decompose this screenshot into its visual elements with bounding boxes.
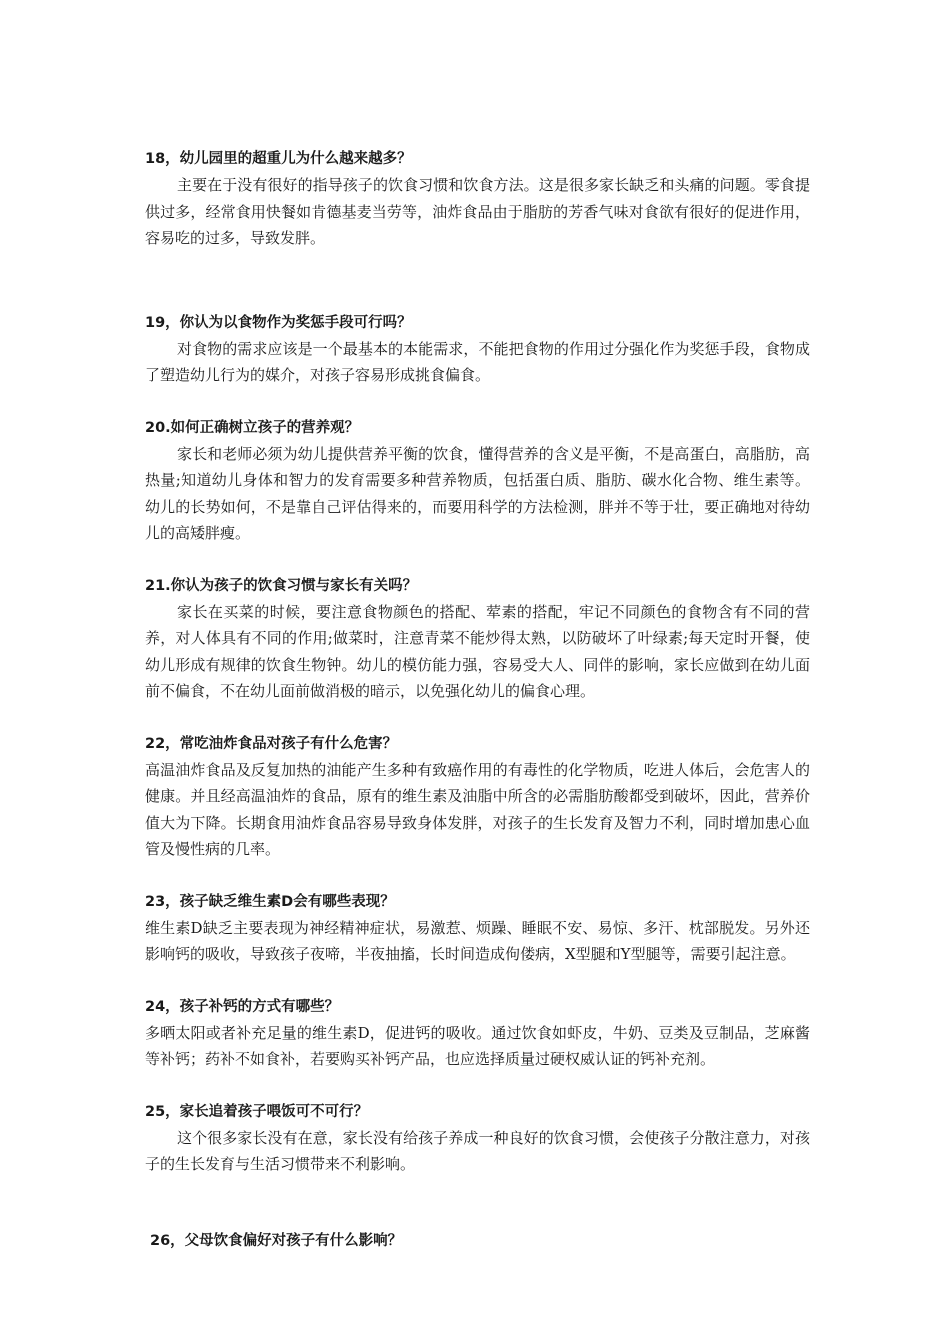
qa-item-19 — [145, 310, 810, 389]
qa-item-26 — [145, 1228, 810, 1254]
qa-item-24 — [145, 994, 810, 1073]
qa-item-20 — [145, 415, 810, 547]
qa-item-18 — [145, 146, 810, 252]
qa-item-22 — [145, 731, 810, 863]
question-heading: 21.你认为孩子的饮食习惯与家长有关吗？ — [145, 577, 418, 594]
answer-paragraph: 这个很多家长没有在意，家长没有给孩子养成一种良好的饮食习惯，会使孩子分散注意力，对孩子的生长发育与生活习惯带来不利影响。 — [145, 1128, 810, 1173]
qa-item-21 — [145, 573, 810, 705]
question-heading: 18，幼儿园里的超重儿为什么越来越多？ — [145, 151, 412, 167]
answer-paragraph: 对食物的需求应该是一个最基本的本能需求，不能把食物的作用过分强化作为奖惩手段，食物成了塑造幼儿行为的媒介，对孩子容易形成挑食偏食。 — [145, 339, 810, 384]
question-heading: 20.如何正确树立孩子的营养观？ — [145, 419, 360, 436]
question-heading: 24，孩子补钙的方式有哪些？ — [145, 998, 340, 1015]
question-heading: 25，家长追着孩子喂饭可不可行？ — [145, 1103, 369, 1120]
question-heading: 19，你认为以食物作为奖惩手段可行吗？ — [145, 314, 412, 331]
answer-paragraph: 维生素D缺乏主要表现为神经精神症状，易激惹、烦躁、睡眠不安、易惊、多汗、枕部脱发。另外还影响钙的吸收，导致孩子夜啼，半夜抽搐，长时间造成佝偻病，X型腿和Y型腿等，需要引起注意。 — [145, 918, 810, 963]
answer-paragraph: 家长在买菜的时候，要注意食物颜色的搭配、荤素的搭配，牢记不同颜色的食物含有不同的营养，对人体具有不同的作用;做菜时，注意青菜不能炒得太熟，以防破坏了叶绿素;每天定时开餐，使幼儿形成有规律的饮食生物钟。幼儿的模仿能力强，容易受大人、同伴的影响，家长应做到在幼儿面前不偏食，不在幼儿面前做消极的暗示，以免强化幼儿的偏食心理。 — [145, 602, 810, 700]
question-heading: 26，父母饮食偏好对孩子有什么影响？ — [150, 1232, 403, 1249]
question-heading: 22，常吃油炸食品对孩子有什么危害？ — [145, 735, 398, 752]
document-page — [145, 146, 810, 1254]
answer-paragraph: 家长和老师必须为幼儿提供营养平衡的饮食，懂得营养的含义是平衡，不是高蛋白，高脂肪，高热量;知道幼儿身体和智力的发育需要多种营养物质，包括蛋白质、脂肪、碳水化合物、维生素等。幼儿的长势如何，不是靠自己评估得来的，而要用科学的方法检测，胖并不等于壮，要正确地对待幼儿的高矮胖瘦。 — [145, 444, 810, 542]
qa-item-25 — [145, 1099, 810, 1178]
answer-paragraph: 高温油炸食品及反复加热的油能产生多种有致癌作用的有毒性的化学物质，吃进人体后，会危害人的健康。并且经高温油炸的食品，原有的维生素及油脂中所含的必需脂肪酸都受到破坏，因此，营养价值大为下降。长期食用油炸食品容易导致身体发胖，对孩子的生长发育及智力不利，同时增加患心血管及慢性病的几率。 — [145, 760, 810, 858]
question-heading: 23，孩子缺乏维生素D会有哪些表现？ — [145, 893, 395, 910]
answer-paragraph: 多晒太阳或者补充足量的维生素D，促进钙的吸收。通过饮食如虾皮，牛奶、豆类及豆制品，芝麻酱等补钙；药补不如食补，若要购买补钙产品，也应选择质量过硬权威认证的钙补充剂。 — [145, 1023, 810, 1068]
qa-item-23 — [145, 889, 810, 968]
answer-paragraph: 主要在于没有很好的指导孩子的饮食习惯和饮食方法。这是很多家长缺乏和头痛的问题。零食提供过多，经常食用快餐如肯德基麦当劳等，油炸食品由于脂肪的芳香气味对食欲有很好的促进作用，容易吃的过多，导致发胖。 — [145, 176, 810, 247]
